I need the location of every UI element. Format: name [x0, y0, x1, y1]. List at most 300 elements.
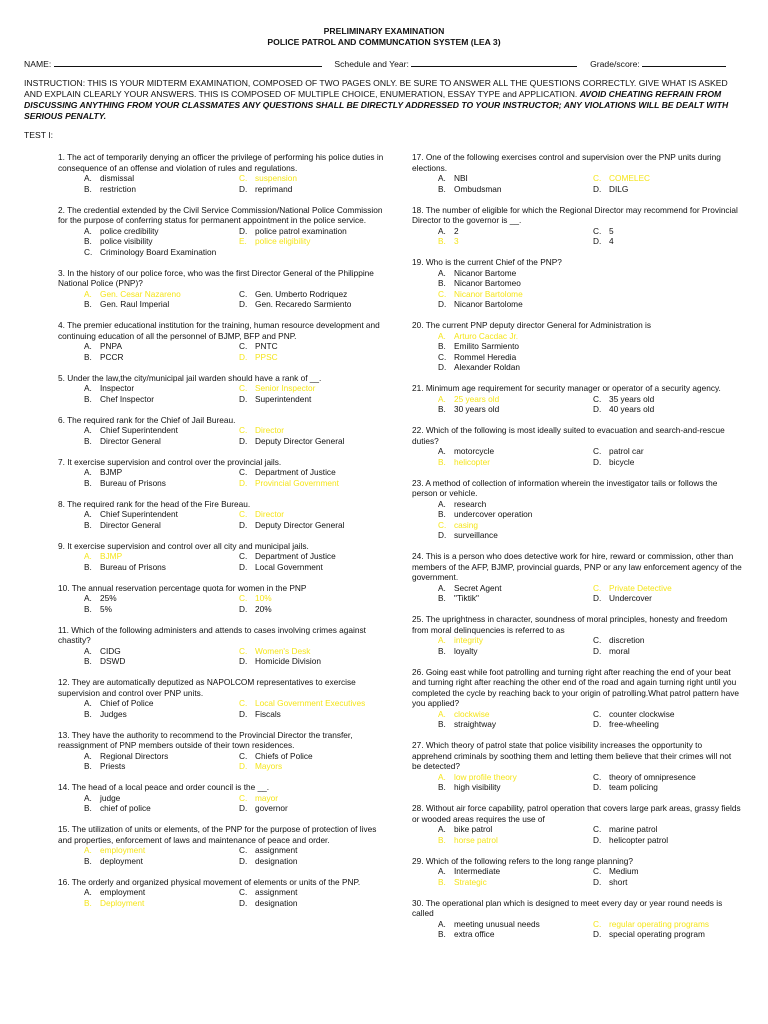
option-text: Director General [100, 435, 161, 446]
highlighted-answer-option[interactable] [239, 383, 388, 394]
option-text: deployment [100, 855, 143, 866]
option-text: PPSC [255, 351, 278, 362]
option-text: 3 [454, 236, 459, 246]
option-text: PNPA [100, 341, 122, 351]
option-letter: A. [84, 792, 92, 803]
option-letter: D. [239, 708, 248, 719]
question-item [58, 499, 388, 531]
option-letter: B. [438, 876, 446, 887]
answer-options [412, 824, 742, 845]
option-letter: A. [438, 708, 446, 719]
answer-option[interactable] [84, 593, 233, 604]
answer-option[interactable] [438, 929, 587, 940]
highlighted-answer-option[interactable] [239, 698, 388, 709]
option-letter: D. [239, 299, 248, 309]
highlighted-answer-option[interactable] [239, 352, 388, 363]
answer-options [58, 845, 388, 866]
option-text: horse patrol [454, 834, 498, 845]
answer-option[interactable] [84, 394, 233, 405]
option-letter: C. [438, 519, 447, 530]
highlighted-answer-option[interactable] [438, 877, 587, 888]
answer-option[interactable] [239, 289, 388, 300]
answer-option[interactable] [84, 247, 233, 258]
answer-option[interactable] [438, 866, 587, 877]
option-letter: B. [84, 393, 92, 404]
option-text: CIDG [100, 645, 121, 656]
option-letter: B. [84, 656, 92, 666]
option-letter: A. [438, 582, 446, 593]
answer-option[interactable] [438, 184, 587, 195]
answer-option[interactable] [438, 299, 742, 310]
question-item [412, 425, 742, 467]
answer-option[interactable] [239, 803, 388, 814]
option-letter: C. [239, 887, 248, 897]
highlighted-answer-option[interactable] [438, 772, 587, 783]
option-text: short [609, 876, 628, 887]
option-text: Department of Justice [255, 467, 336, 477]
answer-option[interactable] [593, 593, 742, 604]
answer-option[interactable] [593, 646, 742, 657]
highlighted-answer-option[interactable] [438, 520, 742, 531]
highlighted-answer-option[interactable] [593, 583, 742, 594]
answer-options [58, 425, 388, 446]
answer-option[interactable] [593, 824, 742, 835]
option-letter: D. [438, 530, 447, 540]
option-letter: C. [239, 509, 248, 519]
option-letter: B. [84, 561, 92, 572]
answer-options [58, 467, 388, 488]
question-stem: 17. One of the following exercises control and supervision over the PNP units during elections. [412, 152, 721, 173]
option-text: Mayors [255, 761, 283, 771]
highlighted-answer-option[interactable] [84, 289, 233, 300]
question-stem: 26. Going east while foot patrolling and turning right after reaching the end of your beat and turning right after reaching the other end of the road and again turning right until you completed the cycle by reaching back to your origin of patrolling.What patrol pattern have you applied? [412, 666, 739, 708]
answer-option[interactable] [239, 709, 388, 720]
option-letter: C. [438, 288, 447, 299]
highlighted-answer-option[interactable] [438, 635, 587, 646]
answer-option[interactable] [438, 919, 587, 930]
question-stem: 15. The utilization of units or elements, of the PNP for the purpose of protection of lives and properties, enforcement of laws and maintenance of peace and order. [58, 824, 377, 845]
option-text: counter clockwise [609, 708, 675, 719]
answer-option[interactable] [593, 866, 742, 877]
answer-option[interactable] [84, 425, 233, 436]
option-letter: C. [239, 698, 248, 708]
student-info-line [24, 58, 744, 69]
question-item [58, 730, 388, 772]
option-letter: A. [84, 750, 92, 761]
answer-option[interactable] [84, 709, 233, 720]
highlighted-answer-option[interactable] [239, 509, 388, 520]
option-text: dismissal [100, 173, 135, 183]
highlighted-answer-option[interactable] [84, 845, 233, 856]
option-text: Strategic [454, 876, 487, 887]
option-text: Secret Agent [454, 582, 502, 593]
answer-options [412, 226, 742, 247]
highlighted-answer-option[interactable] [438, 331, 742, 342]
answer-option[interactable] [84, 887, 233, 898]
question-item [412, 205, 742, 247]
answer-option[interactable] [593, 446, 742, 457]
answer-option[interactable] [239, 299, 388, 310]
question-item [58, 541, 388, 573]
option-text: COMELEC [609, 173, 651, 183]
answer-option[interactable] [438, 530, 742, 541]
answer-option[interactable] [84, 478, 233, 489]
answer-option[interactable] [239, 656, 388, 667]
answer-option[interactable] [84, 226, 233, 237]
option-text: 5 [609, 225, 614, 236]
answer-option[interactable] [239, 467, 388, 478]
option-letter: D. [239, 183, 248, 194]
option-letter: C. [593, 225, 602, 236]
question-item [58, 677, 388, 719]
option-text: regular operating programs [609, 918, 710, 929]
answer-option[interactable] [438, 499, 742, 510]
answer-option[interactable] [438, 362, 742, 373]
answer-option[interactable] [438, 782, 587, 793]
answer-option[interactable] [84, 299, 233, 310]
highlighted-answer-option[interactable] [438, 457, 587, 468]
instructions [24, 78, 744, 122]
highlighted-answer-option[interactable] [239, 173, 388, 184]
option-text: employment [100, 845, 146, 855]
option-text: 2 [454, 225, 459, 236]
answer-option[interactable] [438, 352, 742, 363]
option-letter: D. [593, 645, 602, 656]
option-text: BJMP [100, 467, 123, 477]
answer-option[interactable] [593, 835, 742, 846]
highlighted-answer-option[interactable] [239, 793, 388, 804]
option-text: meeting unusual needs [454, 918, 540, 929]
option-text: Gen. Umberto Rodriquez [255, 288, 348, 299]
option-text: Department of Justice [255, 551, 336, 561]
option-letter: C. [84, 246, 93, 257]
answer-option[interactable] [239, 887, 388, 898]
option-text: casing [454, 519, 478, 530]
option-text: Local Government Executives [255, 698, 366, 708]
answer-option[interactable] [84, 761, 233, 772]
answer-option[interactable] [593, 236, 742, 247]
exam-header [0, 26, 768, 48]
option-text: helicopter [454, 456, 490, 467]
option-text: special operating program [609, 929, 705, 939]
question-item [58, 824, 388, 866]
answer-option[interactable] [593, 709, 742, 720]
answer-options [412, 446, 742, 467]
answer-option[interactable] [438, 278, 742, 289]
highlighted-answer-option[interactable] [239, 761, 388, 772]
answer-option[interactable] [438, 583, 587, 594]
option-letter: A. [84, 425, 92, 435]
answer-options [58, 289, 388, 310]
answer-option[interactable] [593, 635, 742, 646]
option-text: judge [100, 792, 121, 803]
option-letter: D. [438, 362, 447, 372]
option-text: PNTC [255, 341, 278, 351]
answer-options [58, 793, 388, 814]
question-item [412, 667, 742, 730]
option-letter: C. [593, 173, 602, 183]
answer-options [58, 551, 388, 572]
option-text: Intermediate [454, 866, 501, 876]
option-letter: C. [239, 593, 248, 603]
option-letter: A. [84, 173, 92, 183]
exam-title: PRELIMINARY EXAMINATION [323, 26, 445, 36]
option-text: governor [255, 803, 288, 813]
answer-option[interactable] [84, 509, 233, 520]
question-item [58, 373, 388, 405]
answer-option[interactable] [84, 436, 233, 447]
option-letter: C. [593, 708, 602, 719]
highlighted-answer-option[interactable] [438, 709, 587, 720]
answer-option[interactable] [84, 698, 233, 709]
highlighted-answer-option[interactable] [593, 173, 742, 184]
option-letter: B. [438, 236, 446, 246]
question-stem: 12. They are automatically deputized as NAPOLCOM representatives to exercise supervision and control over PNP units. [58, 677, 356, 698]
option-letter: D. [239, 477, 248, 488]
option-letter: D. [239, 435, 248, 446]
option-letter: D. [239, 855, 248, 866]
answer-option[interactable] [593, 929, 742, 940]
answer-option[interactable] [239, 184, 388, 195]
option-text: Medium [609, 866, 639, 876]
option-text: Women's Desk [255, 645, 311, 656]
answer-option[interactable] [84, 656, 233, 667]
option-text: assignment [255, 845, 298, 855]
option-letter: A. [438, 393, 446, 404]
answer-option[interactable] [84, 604, 233, 615]
answer-option[interactable] [593, 782, 742, 793]
answer-option[interactable] [438, 268, 742, 279]
option-letter: D. [239, 603, 248, 614]
answer-option[interactable] [84, 562, 233, 573]
answer-option[interactable] [593, 457, 742, 468]
question-stem: 18. The number of eligible for which the Regional Director may recommend for Provincial Director to the governor is __. [412, 204, 738, 225]
option-letter: B. [438, 719, 446, 729]
answer-option[interactable] [593, 772, 742, 783]
answer-option[interactable] [593, 877, 742, 888]
option-letter: A. [438, 866, 446, 876]
answer-option[interactable] [84, 646, 233, 657]
question-stem: 8. The required rank for the head of the Fire Bureau. [58, 498, 251, 509]
answer-option[interactable] [438, 404, 587, 415]
answer-option[interactable] [593, 184, 742, 195]
option-letter: B. [438, 341, 446, 351]
highlighted-answer-option[interactable] [239, 425, 388, 436]
answer-options [58, 698, 388, 719]
option-letter: D. [239, 561, 248, 572]
answer-options [412, 709, 742, 730]
option-text: assignment [255, 887, 298, 897]
answer-option[interactable] [239, 341, 388, 352]
answer-option[interactable] [438, 824, 587, 835]
answer-option[interactable] [84, 383, 233, 394]
option-text: Private Detective [609, 582, 672, 593]
option-letter: C. [239, 792, 248, 803]
option-letter: A. [438, 918, 446, 929]
question-item [58, 625, 388, 667]
answer-option[interactable] [239, 898, 388, 909]
answer-option[interactable] [438, 446, 587, 457]
answer-option[interactable] [239, 856, 388, 867]
highlighted-answer-option[interactable] [84, 551, 233, 562]
option-letter: C. [239, 341, 248, 351]
question-stem: 21. Minimum age requirement for security manager or operator of a security agency. [412, 383, 721, 393]
highlighted-answer-option[interactable] [438, 236, 587, 247]
schedule-field[interactable] [411, 58, 577, 67]
answer-option[interactable] [438, 226, 587, 237]
option-text: 30 years old [454, 404, 500, 414]
answer-options [58, 226, 388, 258]
option-text: Regional Directors [100, 750, 169, 761]
option-text: Fiscals [255, 708, 281, 719]
option-letter: C. [438, 351, 447, 362]
answer-option[interactable] [84, 520, 233, 531]
option-text: DSWD [100, 656, 126, 666]
question-stem: 2. The credential extended by the Civil Service Commission/National Police Commission for the purpose of conferring status for permanent appointment in the police service. [58, 204, 383, 225]
option-letter: C. [593, 824, 602, 834]
highlighted-answer-option[interactable] [438, 394, 587, 405]
question-stem: 27. Which theory of patrol state that police visibility increases the opportunity to apprehend criminals by soothing them and letting them believe that their crimes will not be detected? [412, 740, 732, 771]
option-text: team policing [609, 782, 658, 792]
answer-option[interactable] [239, 604, 388, 615]
highlighted-answer-option[interactable] [239, 236, 388, 247]
option-text: "Tiktik" [454, 593, 479, 603]
question-item [58, 583, 388, 615]
answer-option[interactable] [84, 803, 233, 814]
option-letter: C. [593, 582, 602, 593]
question-stem: 28. Without air force capability, patrol operation that covers large park areas, grassy fields or wooded areas requires the use of [412, 803, 741, 824]
answer-option[interactable] [239, 436, 388, 447]
option-text: 10% [255, 593, 272, 603]
option-text: 25% [100, 593, 117, 603]
option-letter: E. [239, 236, 247, 246]
answer-option[interactable] [593, 226, 742, 237]
answer-options [412, 394, 742, 415]
left-question-column [58, 152, 388, 919]
highlighted-answer-option[interactable] [239, 478, 388, 489]
option-text: Nicanor Bartomeo [454, 278, 521, 288]
question-item [412, 803, 742, 845]
highlighted-answer-option[interactable] [438, 289, 742, 300]
highlighted-answer-option[interactable] [438, 835, 587, 846]
option-text: Gen. Recaredo Sarmiento [255, 299, 352, 309]
answer-option[interactable] [239, 551, 388, 562]
answer-option[interactable] [239, 562, 388, 573]
answer-option[interactable] [438, 341, 742, 352]
option-letter: A. [438, 225, 446, 236]
answer-option[interactable] [84, 793, 233, 804]
option-letter: D. [239, 351, 248, 362]
answer-option[interactable] [239, 226, 388, 237]
option-text: 25 years old [454, 393, 500, 404]
option-text: suspension [255, 173, 297, 183]
answer-option[interactable] [84, 352, 233, 363]
answer-option[interactable] [239, 394, 388, 405]
option-letter: B. [438, 645, 446, 656]
highlighted-answer-option[interactable] [84, 898, 233, 909]
answer-option[interactable] [84, 467, 233, 478]
question-stem: 4. The premier educational institution for the training, human resource development and continuing education of all the personnel of BJMP, BFP and PNP. [58, 320, 380, 341]
option-text: NBI [454, 173, 468, 183]
option-letter: A. [84, 845, 92, 855]
answer-option[interactable] [239, 845, 388, 856]
option-letter: A. [438, 446, 446, 456]
answer-option[interactable] [438, 509, 742, 520]
answer-option[interactable] [593, 404, 742, 415]
option-letter: D. [593, 876, 602, 887]
option-letter: B. [84, 351, 92, 362]
instruction-warning: AVOID CHEATING REFRAIN FROM DISCUSSING ANYTHING FROM YOUR CLASSMATES ANY QUESTIONS SHALL BE DIRECTLY ADDRESSED TO YOUR INSTRUCTOR; ANY VIOLATIONS WILL BE DEALT WITH SERIOUS PENALTY. [24, 89, 729, 121]
option-letter: D. [593, 782, 602, 792]
question-stem: 20. The current PNP deputy director General for Administration is [412, 320, 652, 330]
option-text: high visibility [454, 782, 501, 792]
name-field[interactable] [54, 58, 322, 67]
answer-option[interactable] [438, 719, 587, 730]
answer-option[interactable] [239, 751, 388, 762]
answer-option[interactable] [438, 593, 587, 604]
highlighted-answer-option[interactable] [239, 593, 388, 604]
option-text: low profile theory [454, 771, 517, 782]
option-letter: D. [239, 761, 248, 771]
answer-option[interactable] [438, 173, 587, 184]
answer-option[interactable] [438, 646, 587, 657]
option-text: Nicanor Bartolome [454, 299, 523, 309]
option-letter: D. [593, 719, 602, 729]
question-item [58, 877, 388, 909]
question-item [412, 856, 742, 888]
answer-option[interactable] [84, 856, 233, 867]
answer-options [412, 173, 742, 194]
question-item [412, 898, 742, 940]
option-letter: A. [438, 498, 446, 509]
highlighted-answer-option[interactable] [239, 646, 388, 657]
question-item [412, 551, 742, 604]
option-text: bicycle [609, 456, 635, 467]
option-text: Chef Inspector [100, 393, 154, 404]
answer-option[interactable] [593, 719, 742, 730]
option-letter: B. [438, 404, 446, 414]
option-letter: D. [593, 456, 602, 467]
answer-options [58, 887, 388, 908]
answer-option[interactable] [84, 184, 233, 195]
answer-option[interactable] [239, 520, 388, 531]
grade-label: Grade/score: [590, 59, 640, 69]
option-text: Homicide Division [255, 656, 321, 666]
option-letter: C. [593, 866, 602, 876]
option-text: 4 [609, 236, 614, 246]
name-label: NAME: [24, 59, 52, 69]
grade-field[interactable] [642, 58, 726, 67]
answer-option[interactable] [593, 394, 742, 405]
option-text: police eligibility [255, 236, 311, 246]
option-text: Ombudsman [454, 183, 502, 194]
option-text: designation [255, 897, 298, 908]
answer-option[interactable] [84, 341, 233, 352]
highlighted-answer-option[interactable] [593, 919, 742, 930]
option-letter: A. [84, 551, 92, 561]
question-stem: 5. Under the law,the city/municipal jail warden should have a rank of __. [58, 372, 322, 383]
option-letter: D. [593, 834, 602, 845]
option-letter: B. [438, 183, 446, 194]
option-letter: B. [438, 929, 446, 939]
answer-option[interactable] [84, 173, 233, 184]
answer-option[interactable] [84, 236, 233, 247]
answer-option[interactable] [84, 751, 233, 762]
option-text: Nicanor Bartome [454, 267, 517, 278]
option-text: mayor [255, 792, 279, 803]
option-letter: B. [438, 456, 446, 467]
question-item [58, 415, 388, 447]
